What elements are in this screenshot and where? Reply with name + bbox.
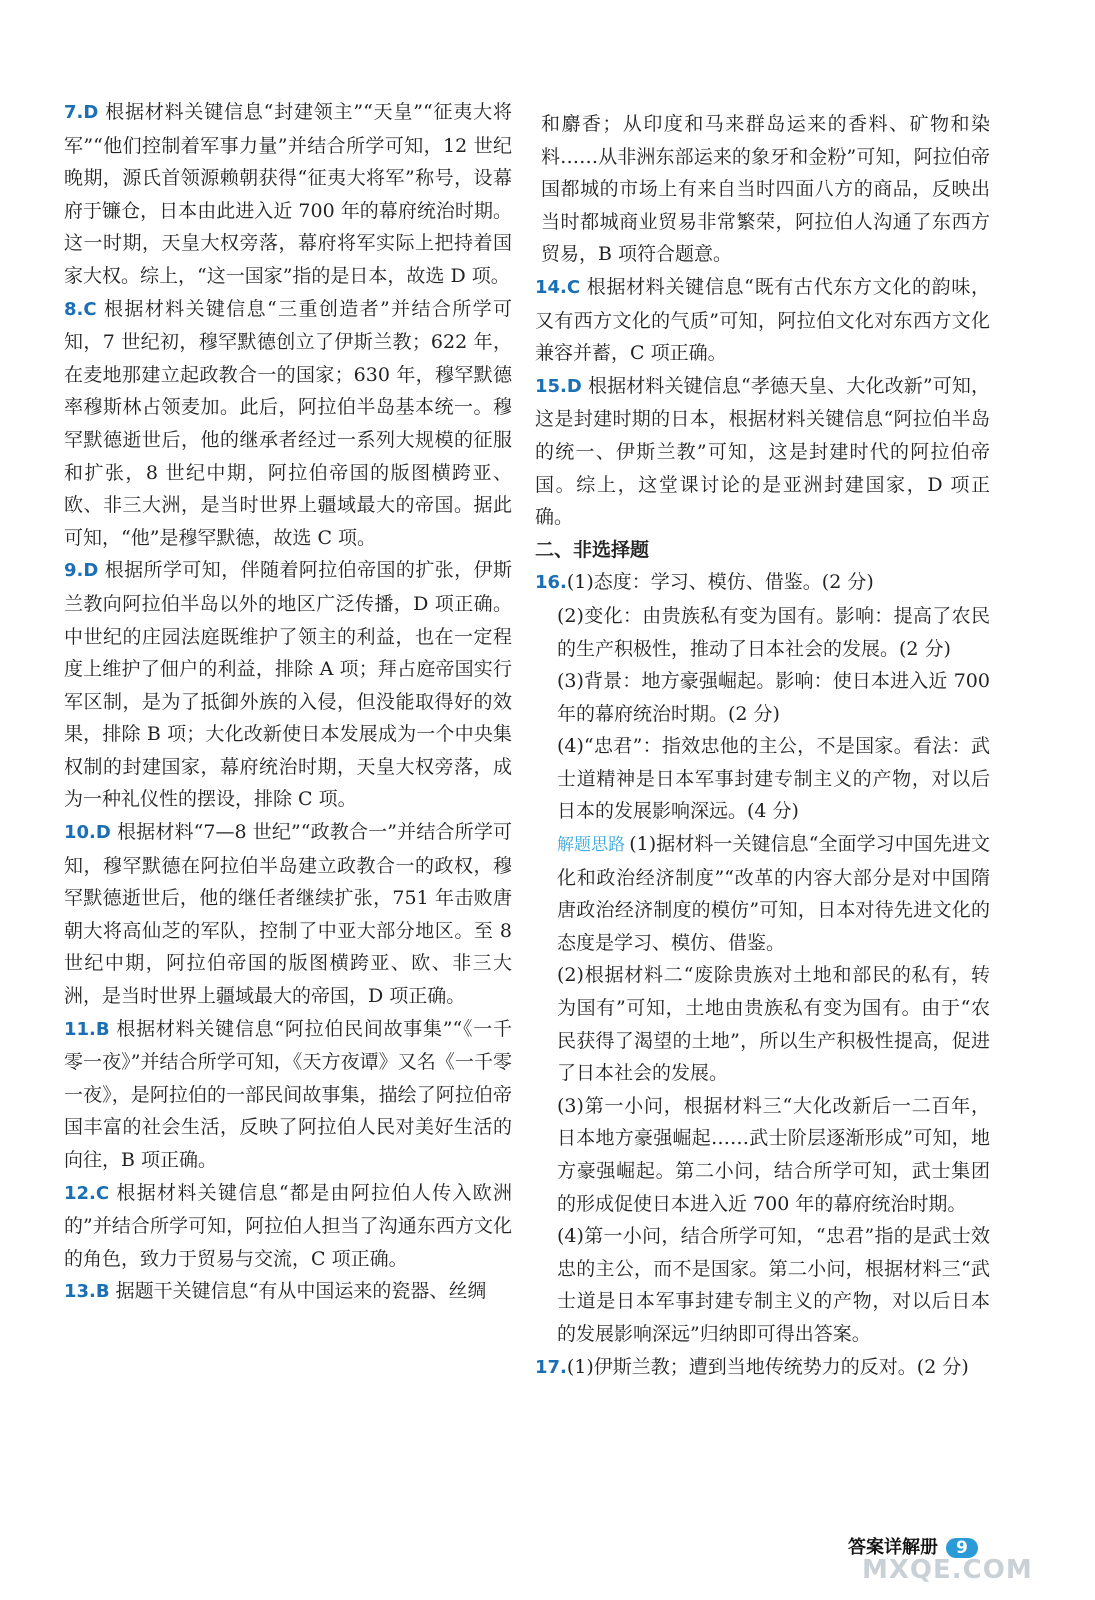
answer-number: 16. [535, 572, 567, 594]
answer-number: 14.C [535, 276, 581, 298]
answer-explanation: 根据材料关键信息“三重创造者”并结合所学可知，7 世纪初，穆罕默德创立了伊斯兰教；622 年，在麦地那建立起政教合一的国家；630 年，穆罕默德率穆斯林占领麦加。此后，阿拉伯半岛基本统一。穆罕默德逝世后，他的继承者经过一系列大规模的征服和扩张，8 世纪中期，阿拉伯帝国的版图横跨亚、欧、非三大洲，是当时世界上疆域最大的帝国。据此可知，“他”是穆罕默德，故选 C 项。 [64, 297, 512, 549]
answer-number: 17. [535, 1356, 567, 1378]
answer-number: 11.B [64, 1018, 110, 1040]
solution-tip-2: (2)根据材料二“废除贵族对土地和部民的私有，转为国有”可知，土地由贵族私有变为国有。由于“农民获得了渴望的土地”，所以生产积极性提高，促进了日本社会的发展。 [557, 964, 990, 1085]
answer-explanation: 根据材料关键信息“孝德天皇、大化改新”可知，这是封建时期的日本，根据材料关键信息“阿拉伯半岛的统一、伊斯兰教”可知，这是封建时代的阿拉伯帝国。综上，这堂课讨论的是亚洲封建国家，D 项正确。 [535, 374, 990, 529]
q16-part-1: (1)态度：学习、模仿、借鉴。(2 分) [566, 571, 874, 594]
answer-explanation: 根据所学可知，伴随着阿拉伯帝国的扩张，伊斯兰教向阿拉伯半岛以外的地区广泛传播，D 项正确。中世纪的庄园法庭既维护了领主的利益，也在一定程度上维护了佃户的利益，排除 A 项；拜占庭帝国实行军区制，是为了抵御外族的入侵，但没能取得好的效果，排除 B 项；大化改新使日本发展成为一个中央集权制的封建国家，幕府统治时期，天皇大权旁落，成为一种礼仪性的摆设，排除 C 项。 [64, 559, 512, 811]
answer-item-16 [535, 566, 990, 1350]
answer-item-15 [535, 370, 990, 534]
q17-part-1: (1)伊斯兰教；遭到当地传统势力的反对。(2 分) [566, 1355, 969, 1378]
answer-13-continuation: 和麝香；从印度和马来群岛运来的香料、矿物和染料……从非洲东部运来的象牙和金粉”可知，阿拉伯帝国都城的市场上有来自当时四面八方的商品，反映出当时都城商业贸易非常繁荣，阿拉伯人沟通了东西方贸易，B 项符合题意。 [541, 113, 990, 266]
section-title: 二、非选择题 [535, 538, 650, 561]
q16-part-2: (2)变化：由贵族私有变为国有。影响：提高了农民的生产积极性，推动了日本社会的发展。(2 分) [557, 604, 990, 660]
answer-item-11 [64, 1013, 512, 1177]
answer-number: 13.B [64, 1281, 110, 1303]
answer-item-14 [535, 271, 990, 370]
watermark: MXQE.COM [862, 1555, 1033, 1585]
page-number: 9 [946, 1538, 978, 1558]
answer-number: 9.D [64, 560, 99, 582]
left-column [64, 96, 512, 1309]
solution-tip-4: (4)第一小问，结合所学可知，“忠君”指的是武士效忠的主公，而不是国家。第二小问，根据材料三“武士道是日本军事封建专制主义的产物，对以后日本的发展影响深远”归纳即可得出答案。 [557, 1225, 990, 1345]
answer-number: 10.D [64, 822, 111, 844]
answer-explanation: 根据材料关键信息“既有古代东方文化的韵味，又有西方文化的气质”可知，阿拉伯文化对东西方文化兼容并蓄，C 项正确。 [535, 275, 990, 365]
answer-explanation: 据题干关键信息“有从中国运来的瓷器、丝绸 [115, 1280, 487, 1303]
tip-text: (1)据材料一关键信息“全面学习中国先进文化和政治经济制度”“改革的内容大部分是对中国隋唐政治经济制度的模仿”可知，日本对待先进文化的态度是学习、模仿、借鉴。 [557, 833, 990, 954]
answer-explanation: 根据材料“7—8 世纪”“政教合一”并结合所学可知，穆罕默德在阿拉伯半岛建立政教合一的政权，穆罕默德逝世后，他的继任者继续扩张，751 年击败唐朝大将高仙芝的军队，控制了中亚大部分地区。至 8 世纪中期，阿拉伯帝国的版图横跨亚、欧、非三大洲，是当时世界上疆域最大的帝国，D 项正确。 [64, 821, 512, 1008]
solution-tip-1 [535, 828, 990, 959]
footer-label: 答案详解册 [848, 1537, 938, 1558]
solution-tip-label: 解题思路 [557, 835, 626, 856]
answer-item-9 [64, 554, 512, 816]
answer-number: 8.C [64, 298, 97, 320]
answer-number: 15.D [535, 375, 582, 397]
answer-number: 7.D [64, 102, 99, 123]
answer-item-13 [64, 1275, 512, 1309]
q16-part-3: (3)背景：地方豪强崛起。影响：使日本进入近 700 年的幕府统治时期。(2 分) [557, 670, 990, 725]
answer-number: 12.C [64, 1182, 110, 1204]
q16-part-4: (4)“忠君”：指效忠他的主公，不是国家。看法：武士道精神是日本军事封建专制主义的产物，对以后日本的发展影响深远。(4 分) [557, 735, 990, 823]
answer-item-8 [64, 293, 512, 555]
answer-item-10 [64, 816, 512, 1013]
answer-explanation: 根据材料关键信息“封建领主”“天皇”“征夷大将军”“他们控制着军事力量”并结合所学可知，12 世纪晚期，源氏首领源赖朝获得“征夷大将军”称号，设幕府于镰仓，日本由此进入近 700 年的幕府统治时期。这一时期，天皇大权旁落，幕府将军实际上把持着国家大权。综上，“这一国家”指的是日本，故选 D 项。 [64, 101, 512, 287]
solution-tip-3: (3)第一小问，根据材料三“大化改新后一二百年，日本地方豪强崛起……武士阶层逐渐形成”可知，地方豪强崛起。第二小问，结合所学可知，武士集团的形成促使日本进入近 700 年的幕府统治时期。 [557, 1094, 990, 1215]
answer-explanation: 根据材料关键信息“阿拉伯民间故事集”“《一千零一夜》”并结合所学可知，《天方夜谭》又名《一千零一夜》，是阿拉伯的一部民间故事集，描绘了阿拉伯帝国丰富的社会生活，反映了阿拉伯人民对美好生活的向往，B 项正确。 [64, 1017, 512, 1171]
answer-item-12 [64, 1177, 512, 1276]
answer-item-7 [64, 96, 512, 293]
answer-item-17 [535, 1351, 990, 1385]
answer-explanation: 根据材料关键信息“都是由阿拉伯人传入欧洲的”并结合所学可知，阿拉伯人担当了沟通东西方文化的角色，致力于贸易与交流，C 项正确。 [64, 1181, 512, 1270]
right-column [535, 108, 990, 1384]
